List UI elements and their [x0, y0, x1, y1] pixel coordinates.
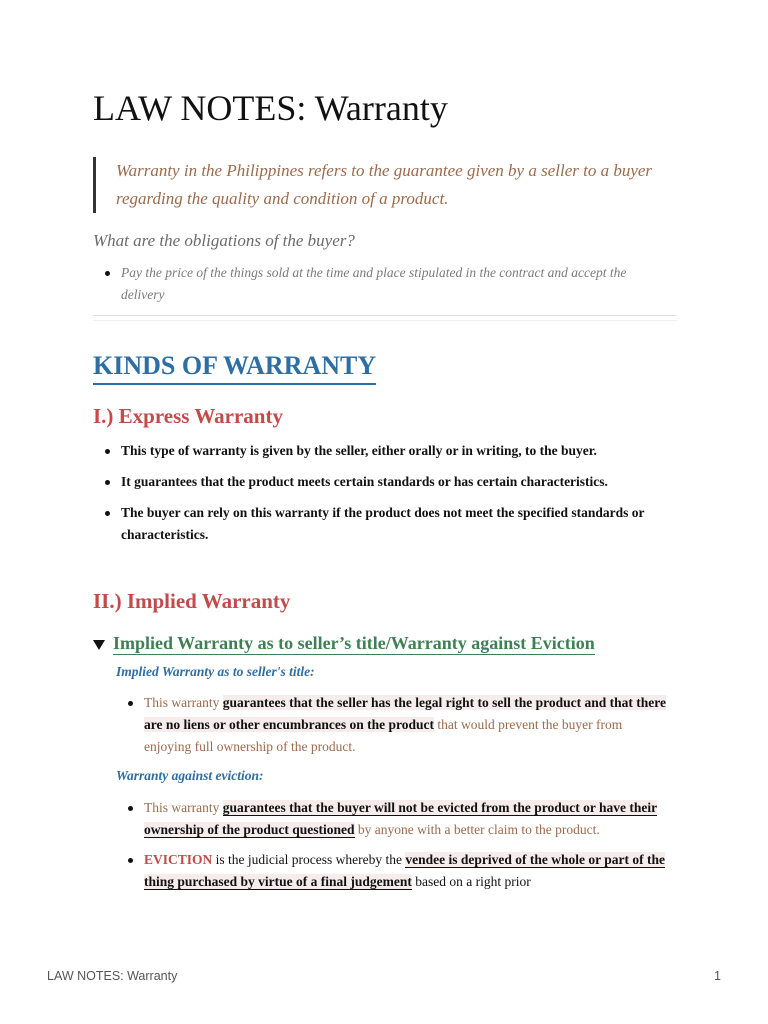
list-item — [128, 797, 671, 841]
express-warranty-list — [105, 440, 671, 555]
page-number: 1 — [714, 969, 721, 983]
footer-title: LAW NOTES: Warranty — [47, 969, 178, 983]
toggle-triangle-icon[interactable] — [93, 640, 105, 650]
list-item: This type of warranty is given by the seller, either orally or in writing, to the buyer. — [105, 440, 671, 462]
highlighted-text: guarantees that the buyer will not be evicted from the product or have their ownership of the product questioned — [144, 800, 658, 837]
item-prefix: This warranty — [144, 800, 223, 815]
list-item — [128, 692, 671, 758]
buyer-obligations-list — [105, 262, 645, 306]
seller-title-list — [128, 692, 671, 766]
kinds-of-warranty-heading: KINDS OF WARRANTY — [93, 350, 376, 385]
divider — [93, 315, 677, 321]
list-item: Pay the price of the things sold at the time and place stipulated in the contract and accept the delivery — [105, 262, 645, 306]
list-item: It guarantees that the product meets certain standards or has certain characteristics. — [105, 471, 671, 493]
item-suffix: that would prevent the buyer from enjoying full ownership of the product. — [144, 717, 623, 754]
eviction-list — [128, 797, 671, 901]
item-prefix: This warranty — [144, 695, 223, 710]
list-item: The buyer can rely on this warranty if the product does not meet the specified standards or characteristics. — [105, 502, 671, 546]
seller-title-subheading: Implied Warranty as to seller's title: — [116, 664, 315, 679]
highlighted-text: vendee is deprived of the whole or part of the thing purchased by virtue of a final judgement — [144, 852, 665, 889]
item-suffix: based on a right prior — [411, 874, 531, 889]
buyer-obligations-heading: What are the obligations of the buyer? — [93, 231, 355, 250]
intro-quote-text: Warranty in the Philippines refers to the guarantee given by a seller to a buyer regarding the quality and condition of a product. — [116, 161, 653, 208]
list-item — [128, 849, 671, 893]
eviction-subheading: Warranty against eviction: — [116, 768, 264, 783]
implied-warranty-heading: II.) Implied Warranty — [93, 589, 291, 613]
page-title: LAW NOTES: Warranty — [93, 88, 448, 128]
item-suffix: by anyone with a better claim to the product. — [354, 822, 600, 837]
intro-quote — [93, 157, 676, 213]
item-middle: is the judicial process whereby the — [212, 852, 406, 867]
eviction-term: EVICTION — [144, 852, 213, 867]
express-warranty-heading: I.) Express Warranty — [93, 404, 283, 428]
implied-warranty-toggle[interactable] — [93, 632, 595, 655]
highlighted-text: guarantees that the seller has the legal right to sell the product and that there are no liens or other encumbrances on the product — [144, 695, 666, 732]
toggle-label[interactable]: Implied Warranty as to seller’s title/Warranty against Eviction — [113, 633, 595, 653]
